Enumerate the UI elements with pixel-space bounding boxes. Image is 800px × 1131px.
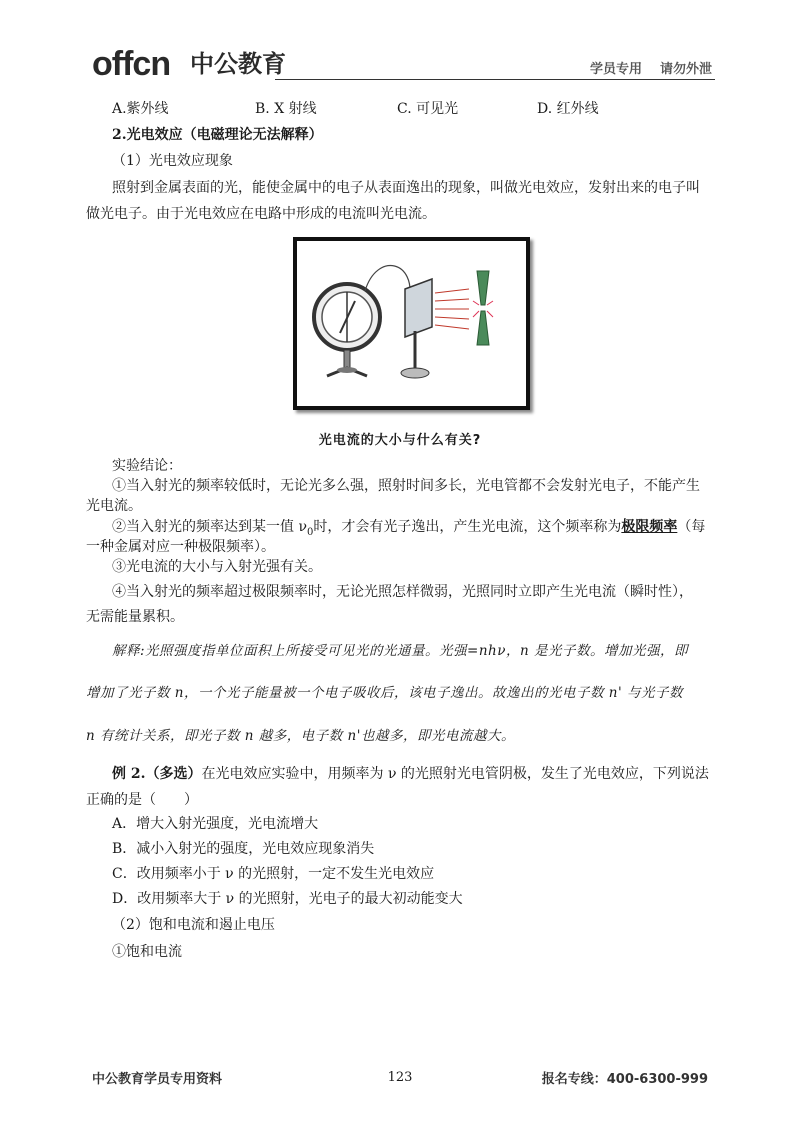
- example-option-b: B．减小入射光的强度，光电效应现象消失: [112, 841, 375, 857]
- logo-wordmark: offcn: [92, 45, 171, 83]
- example-label: 例 2.（多选）: [112, 766, 202, 782]
- note-line-1: 解释:光照强度指单位面积上所接受可见光的光通量。光强=nhν，n 是光子数。增加光强，即: [112, 643, 688, 659]
- conclusion-title: 实验结论：: [112, 458, 182, 474]
- example-line-2: 正确的是（ ）: [86, 792, 198, 808]
- subsection-2-item-1: ①饱和电流: [112, 944, 182, 960]
- example-option-a: A．增大入射光强度，光电流增大: [112, 816, 319, 832]
- conclusion-1-line-2: 光电流。: [86, 498, 142, 514]
- header-divider: [275, 79, 715, 80]
- photoelectric-figure: [293, 237, 530, 410]
- footer-hotline: 报名专线：400-6300-999: [541, 1072, 708, 1087]
- page-number: 123: [387, 1070, 413, 1085]
- subsection-1-title: （1）光电效应现象: [112, 153, 233, 169]
- prev-option-d: D. 红外线: [537, 101, 599, 117]
- apparatus-illustration: [297, 241, 526, 406]
- example-option-c: C．改用频率小于 ν 的光照射，一定不发生光电效应: [112, 866, 435, 882]
- logo-chinese: 中公教育: [190, 50, 286, 78]
- intro-line-1: 照射到金属表面的光，能使金属中的电子从表面逸出的现象，叫做光电效应，发射出来的电子叫: [112, 180, 700, 196]
- nu-subscript: 0: [306, 526, 314, 538]
- header-tag-confidential: 请勿外泄: [659, 62, 712, 77]
- example-stem: 在光电效应实验中，用频率为 ν 的光照射光电管阴极，发生了光电效应，下列说法: [201, 766, 709, 782]
- conclusion-2-part-a: ②当入射光的频率达到某一值 ν: [112, 519, 307, 535]
- prev-option-b: B. X 射线: [255, 101, 317, 117]
- conclusion-4-line-2: 无需能量累积。: [86, 609, 184, 625]
- note-line-2: 增加了光子数 n，一个光子能量被一个电子吸收后，该电子逸出。故逸出的光电子数 n' 与光子数: [86, 685, 683, 701]
- section-title: 2.光电效应（电磁理论无法解释）: [112, 127, 323, 143]
- header-tag-students: 学员专用: [589, 62, 642, 77]
- conclusion-2-line-2: 一种金属对应一种极限频率）。: [86, 539, 275, 555]
- footer-left-text: 中公教育学员专用资料: [92, 1072, 223, 1087]
- header-tags: [590, 58, 712, 77]
- prev-option-c: C. 可见光: [397, 101, 459, 117]
- example-option-d: D．改用频率大于 ν 的光照射，光电子的最大初动能变大: [112, 891, 463, 907]
- conclusion-1-line-1: ①当入射光的频率较低时，无论光多么强，照射时间多长，光电管都不会发射光电子，不能产生: [112, 478, 700, 494]
- threshold-frequency-term: 极限频率: [621, 519, 678, 535]
- conclusion-4-line-1: ④当入射光的频率超过极限频率时，无论光照怎样微弱，光照同时立即产生光电流（瞬时性），: [112, 584, 693, 600]
- conclusion-2-part-b: 时，才会有光子逸出，产生光电流，这个频率称为: [313, 519, 622, 535]
- intro-line-2: 做光电子。由于光电效应在电路中形成的电流叫光电流。: [86, 206, 436, 222]
- subsection-2-title: （2）饱和电流和遏止电压: [112, 917, 275, 933]
- prev-option-a: A.紫外线: [112, 101, 169, 117]
- note-line-3: n 有统计关系，即光子数 n 越多，电子数 n'也越多，即光电流越大。: [86, 728, 515, 744]
- conclusion-3: ③光电流的大小与入射光强有关。: [112, 559, 322, 575]
- figure-caption: 光电流的大小与什么有关?: [318, 433, 482, 448]
- example-line-1: [112, 764, 709, 784]
- conclusion-2-part-c: （每: [677, 519, 706, 535]
